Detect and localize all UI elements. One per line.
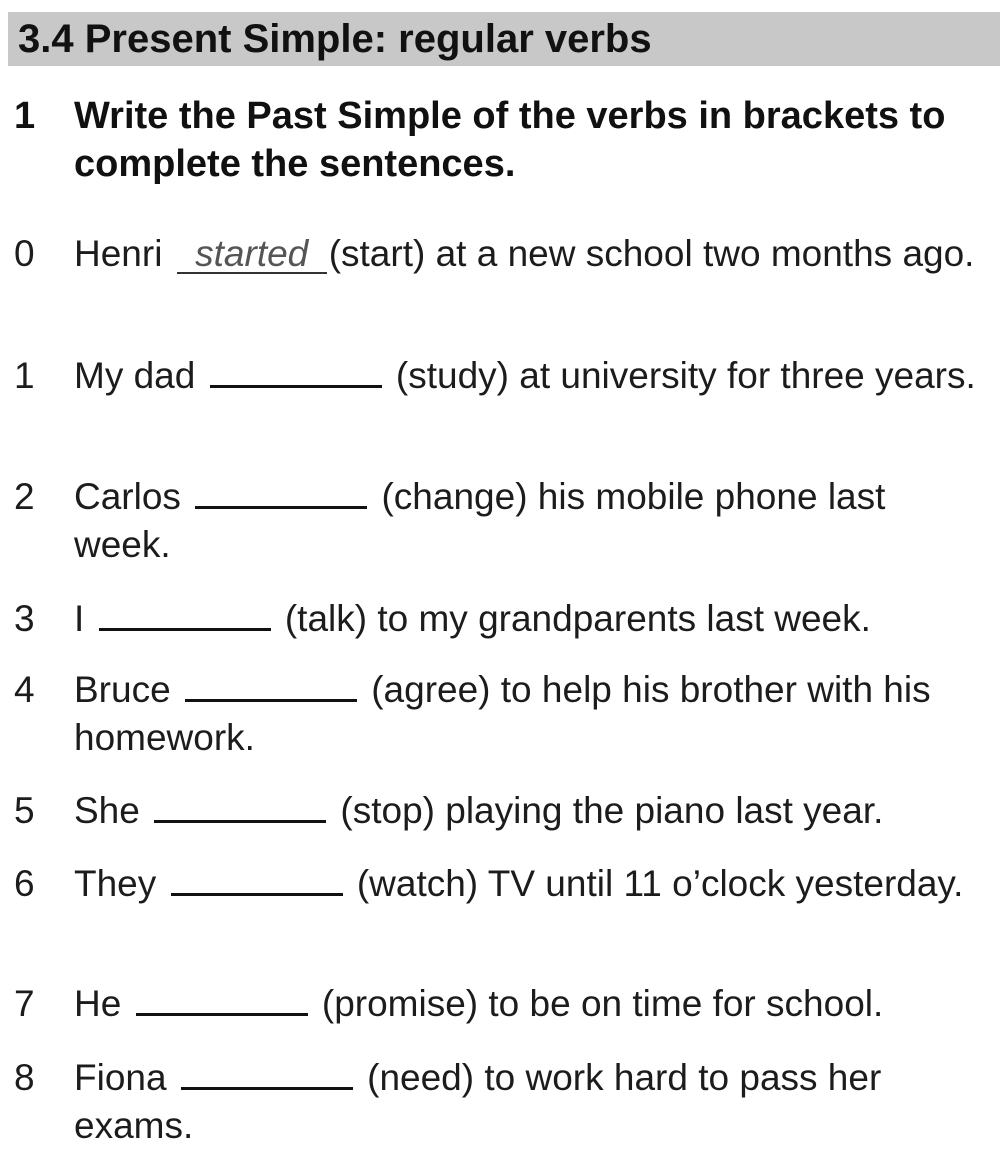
item-sentence [74,1054,984,1150]
sentence-start: They [74,863,157,904]
exercise-number: 1 [14,95,36,137]
sentence-end: (need) to work hard to pass her exams. [74,1057,882,1146]
sentence-end: (change) his mobile phone last week. [74,476,886,565]
sentence-start: Henri [74,233,163,274]
answer-blank[interactable] [171,863,343,896]
item-number: 3 [14,598,35,639]
section-title: 3.4 Present Simple: regular verbs [18,17,652,61]
example-answer: started [177,236,327,274]
answer-blank[interactable] [181,1057,353,1090]
answer-blank[interactable] [210,355,382,388]
instruction-text: Write the Past Simple of the verbs in brackets to complete the sentences. [74,95,946,185]
item-number: 2 [14,476,35,517]
sentence-end: (stop) playing the piano last year. [340,790,884,831]
item-sentence [74,595,984,643]
item-number: 6 [14,863,35,904]
sentence-start: He [74,983,122,1024]
item-sentence [74,473,984,569]
sentence-start: She [74,790,140,831]
item-sentence [74,980,984,1028]
item-sentence [74,860,984,908]
sentence-end: (talk) to my grandparents last week. [284,598,871,639]
answer-blank[interactable] [154,790,326,823]
sentence-end: (promise) to be on time for school. [321,983,884,1024]
answer-blank[interactable] [136,983,308,1016]
section-title-bar [8,12,1000,66]
item-number: 0 [14,233,35,274]
sentence-end: (watch) TV until 11 o’clock yesterday. [356,863,964,904]
item-sentence [74,352,984,400]
item-sentence [74,230,984,278]
sentence-end: (agree) to help his brother with his homework. [74,669,931,758]
sentence-start: Fiona [74,1057,167,1098]
item-number: 4 [14,669,35,710]
sentence-start: Carlos [74,476,181,517]
item-number: 7 [14,983,35,1024]
answer-blank[interactable] [185,669,357,702]
item-number: 8 [14,1057,35,1098]
sentence-start: Bruce [74,669,171,710]
item-number: 1 [14,355,35,396]
sentence-end: (study) at university for three years. [395,355,976,396]
answer-blank[interactable] [99,598,271,631]
item-number: 5 [14,790,35,831]
sentence-start: I [74,598,85,639]
item-sentence [74,666,984,762]
sentence-start: My dad [74,355,196,396]
item-sentence [74,787,984,835]
sentence-end: (start) at a new school two months ago. [328,233,975,274]
answer-blank[interactable] [195,476,367,509]
